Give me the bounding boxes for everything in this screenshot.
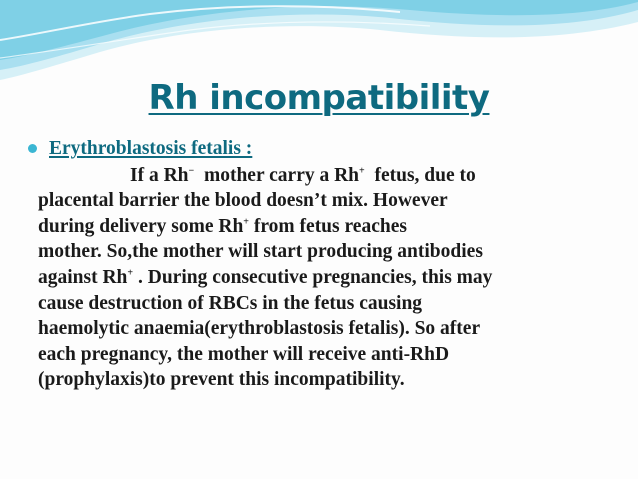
header-wave-decoration	[0, 0, 638, 90]
text-line-5	[38, 265, 618, 291]
superscript: +	[127, 267, 134, 279]
superscript: −	[188, 165, 195, 177]
text-fragment: . During consecutive pregnancies, this may	[133, 266, 493, 288]
text-fragment: mother carry a Rh	[194, 164, 360, 186]
text-line-7: haemolytic anaemia(erythroblastosis fetalis). So after	[38, 318, 481, 340]
text-line-8: each pregnancy, the mother will receive anti-RhD	[38, 343, 450, 365]
slide-content	[38, 136, 618, 393]
bullet-heading: Erythroblastosis fetalis :	[49, 138, 253, 159]
text-fragment: against Rh	[38, 266, 128, 288]
text-fragment: from fetus reaches	[249, 215, 407, 237]
superscript: +	[359, 165, 365, 177]
text-fragment: If a Rh	[130, 164, 189, 186]
superscript: +	[243, 216, 249, 228]
text-line-6: cause destruction of RBCs in the fetus causing	[38, 292, 423, 314]
bullet-icon	[28, 144, 37, 153]
text-line-4: mother. So,the mother will start producing antibodies	[38, 241, 483, 263]
text-line-9: (prophylaxis)to prevent this incompatibility.	[38, 369, 405, 391]
text-line-1	[38, 163, 618, 189]
text-line-2: placental barrier the blood doesn’t mix. However	[38, 190, 448, 212]
slide-title: Rh incompatibility	[148, 78, 490, 118]
text-line-3	[38, 214, 618, 240]
bullet-item	[38, 136, 618, 162]
text-fragment: during delivery some Rh	[38, 215, 244, 237]
paragraph	[38, 163, 618, 393]
text-fragment: fetus, due to	[364, 164, 476, 186]
